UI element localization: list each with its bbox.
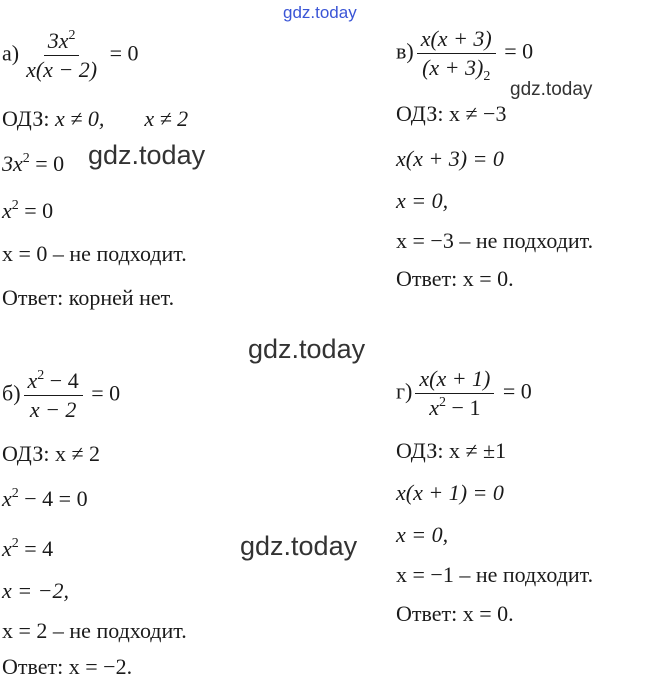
answer-g: Ответ: x = 0.	[396, 601, 514, 626]
odz-g: ОДЗ: x ≠ ±1	[396, 438, 507, 463]
watermark-v: gdz.today	[510, 79, 593, 100]
fraction-v	[417, 26, 496, 84]
denominator-g-base: x	[429, 395, 440, 420]
numerator-v: x(x + 3)	[417, 28, 496, 54]
step-a-3: x = 0 – не подходит.	[2, 241, 187, 266]
step-b-2-base: x	[2, 536, 12, 561]
denominator-a: x(x − 2)	[26, 57, 98, 82]
denominator-v-exp: 2	[483, 69, 491, 84]
step-b-4: x = 2 – не подходит.	[2, 618, 187, 643]
answer-a: Ответ: корней нет.	[2, 285, 175, 310]
watermark-a: gdz.today	[88, 140, 206, 170]
answer-b: Ответ: x = −2.	[2, 654, 133, 679]
step-b-1-rest: − 4 = 0	[18, 486, 88, 511]
step-g-1: x(x + 1) = 0	[396, 480, 504, 505]
answer-v: Ответ: x = 0.	[396, 266, 514, 291]
rhs-g: = 0	[502, 378, 532, 404]
step-a-1	[2, 153, 64, 175]
odz-b: ОДЗ: x ≠ 2	[2, 441, 101, 466]
label-g: г)	[396, 378, 413, 404]
denominator-g-exp: 2	[439, 395, 447, 410]
numerator-a-exp: 2	[68, 28, 76, 43]
equation-g	[396, 368, 532, 419]
watermark-middle: gdz.today	[248, 334, 366, 364]
rhs-b: = 0	[91, 380, 121, 406]
equation-v	[396, 26, 534, 84]
step-a-1-rest: = 0	[29, 151, 65, 176]
numerator-b-exp: 2	[37, 368, 45, 383]
step-a-1-base: 3x	[2, 151, 23, 176]
denominator-b: x − 2	[29, 397, 77, 422]
step-b-2-rest: = 4	[18, 536, 54, 561]
step-a-1-exp: 2	[22, 151, 30, 166]
numerator-b-base: x	[27, 368, 38, 393]
step-v-3: x = −3 – не подходит.	[396, 228, 594, 253]
odz-a-cond1: x ≠ 0,	[54, 106, 105, 131]
odz-a-label: ОДЗ:	[2, 106, 55, 131]
step-b-1-base: x	[2, 486, 12, 511]
step-b-3: x = −2,	[2, 578, 69, 603]
rhs-v: = 0	[504, 38, 534, 64]
equation-a	[2, 30, 139, 81]
label-v: в)	[396, 38, 414, 64]
step-b-2-exp: 2	[11, 536, 19, 551]
odz-a-cond2: x ≠ 2	[144, 106, 189, 131]
step-v-1: x(x + 3) = 0	[396, 146, 504, 171]
step-v-2: x = 0,	[396, 188, 449, 213]
step-b-1-exp: 2	[11, 486, 19, 501]
denominator-g-rest: − 1	[446, 395, 481, 420]
step-b-2	[2, 538, 53, 560]
step-g-3: x = −1 – не подходит.	[396, 562, 594, 587]
step-g-2: x = 0,	[396, 522, 449, 547]
step-a-2-exp: 2	[11, 198, 19, 213]
step-a-2-rest: = 0	[18, 198, 54, 223]
fraction-b	[24, 370, 83, 421]
watermark-bottom: gdz.today	[240, 531, 358, 561]
numerator-b-rest: − 4	[44, 368, 79, 393]
denominator-v: (x + 3)	[422, 55, 484, 80]
rhs-a: = 0	[109, 40, 139, 66]
numerator-g: x(x + 1)	[415, 368, 494, 394]
step-b-1	[2, 488, 88, 510]
numerator-a: 3x	[47, 28, 69, 53]
watermark-top: gdz.today	[283, 3, 357, 22]
step-a-2-base: x	[2, 198, 12, 223]
equation-b	[2, 370, 120, 421]
label-b: б)	[2, 380, 21, 406]
step-a-2	[2, 200, 53, 222]
odz-a	[2, 108, 188, 130]
fraction-a	[22, 30, 101, 81]
odz-v: ОДЗ: x ≠ −3	[396, 101, 507, 126]
label-a: а)	[2, 40, 20, 66]
fraction-g	[415, 368, 494, 419]
